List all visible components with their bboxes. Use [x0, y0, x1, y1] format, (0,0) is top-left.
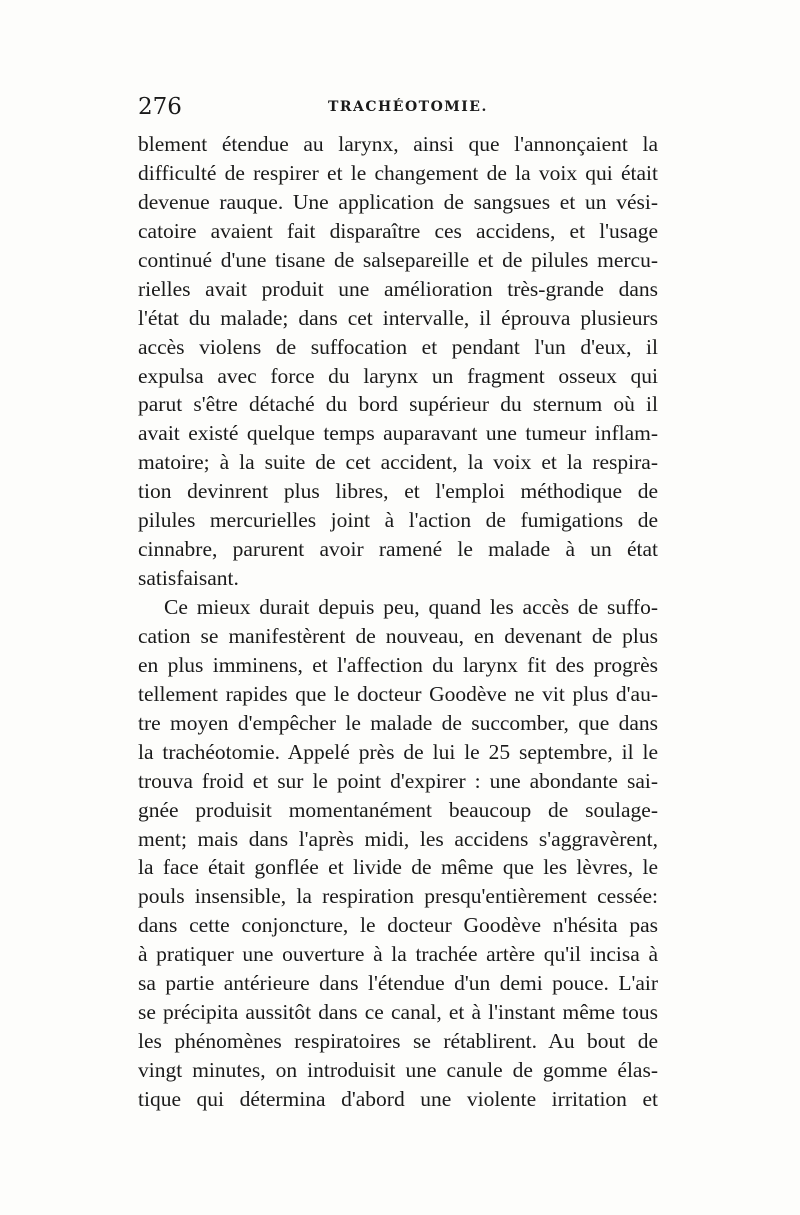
body-text: [138, 130, 658, 1114]
text-line: pilules mercurielles joint à l'action de fumigations de: [138, 508, 658, 533]
paragraph-2: [138, 593, 658, 1114]
running-title: TRACHÉOTOMIE.: [328, 99, 488, 115]
text-line: accès violens de suffocation et pendant l'un d'eux, il: [138, 334, 658, 359]
paragraph-1: [138, 130, 658, 593]
text-line: en plus imminens, et l'affection du larynx fit des progrès: [138, 652, 658, 677]
page-number: 276: [138, 94, 182, 120]
text-line: les phénomènes respiratoires se rétablirent. Au bout de: [138, 1029, 658, 1054]
text-line: gnée produisit momentanément beaucoup de soulage-: [138, 797, 658, 822]
text-line: trouva froid et sur le point d'expirer : une abondante sai-: [138, 768, 658, 793]
text-line: se précipita aussitôt dans ce canal, et à l'instant même tous: [138, 1000, 658, 1025]
text-line: avait existé quelque temps auparavant une tumeur inflam-: [138, 421, 658, 446]
text-line: l'état du malade; dans cet intervalle, il éprouva plusieurs: [138, 305, 658, 330]
text-line: satisfaisant.: [138, 566, 239, 591]
text-line: cation se manifestèrent de nouveau, en devenant de plus: [138, 623, 658, 648]
text-line: la face était gonflée et livide de même que les lèvres, le: [138, 855, 658, 880]
text-line: sa partie antérieure dans l'étendue d'un demi pouce. L'air: [138, 971, 658, 996]
text-line: tellement rapides que le docteur Goodève ne vit plus d'au-: [138, 681, 658, 706]
text-line: parut s'être détaché du bord supérieur du sternum où il: [138, 392, 658, 417]
text-line: ment; mais dans l'après midi, les accidens s'aggravèrent,: [138, 826, 658, 851]
text-line: continué d'une tisane de salsepareille et de pilules mercu-: [138, 247, 658, 272]
text-line: cinnabre, parurent avoir ramené le malade à un état: [138, 537, 658, 562]
text-line: matoire; à la suite de cet accident, la voix et la respira-: [138, 450, 658, 475]
text-line: pouls insensible, la respiration presqu'entièrement cessée:: [138, 884, 658, 909]
text-line: catoire avaient fait disparaître ces accidens, et l'usage: [138, 218, 658, 243]
running-head: [138, 92, 658, 122]
text-line: tique qui détermina d'abord une violente irritation et: [138, 1086, 658, 1111]
text-line: blement étendue au larynx, ainsi que l'annonçaient la: [138, 132, 658, 156]
text-line: expulsa avec force du larynx un fragment osseux qui: [138, 363, 658, 388]
text-line: tion devinrent plus libres, et l'emploi méthodique de: [138, 479, 658, 504]
text-line: devenue rauque. Une application de sangsues et un vési-: [138, 189, 658, 214]
text-line: tre moyen d'empêcher le malade de succomber, que dans: [138, 710, 658, 735]
text-line: vingt minutes, on introduisit une canule de gomme élas-: [138, 1058, 658, 1082]
text-line: rielles avait produit une amélioration très-grande dans: [138, 276, 658, 301]
text-line: la trachéotomie. Appelé près de lui le 25 septembre, il le: [138, 739, 658, 764]
text-line: Ce mieux durait depuis peu, quand les accès de suffo-: [164, 595, 658, 619]
text-line: difficulté de respirer et le changement de la voix qui était: [138, 160, 658, 185]
text-line: à pratiquer une ouverture à la trachée artère qu'il incisa à: [138, 942, 658, 967]
text-line: dans cette conjoncture, le docteur Goodève n'hésita pas: [138, 913, 658, 938]
